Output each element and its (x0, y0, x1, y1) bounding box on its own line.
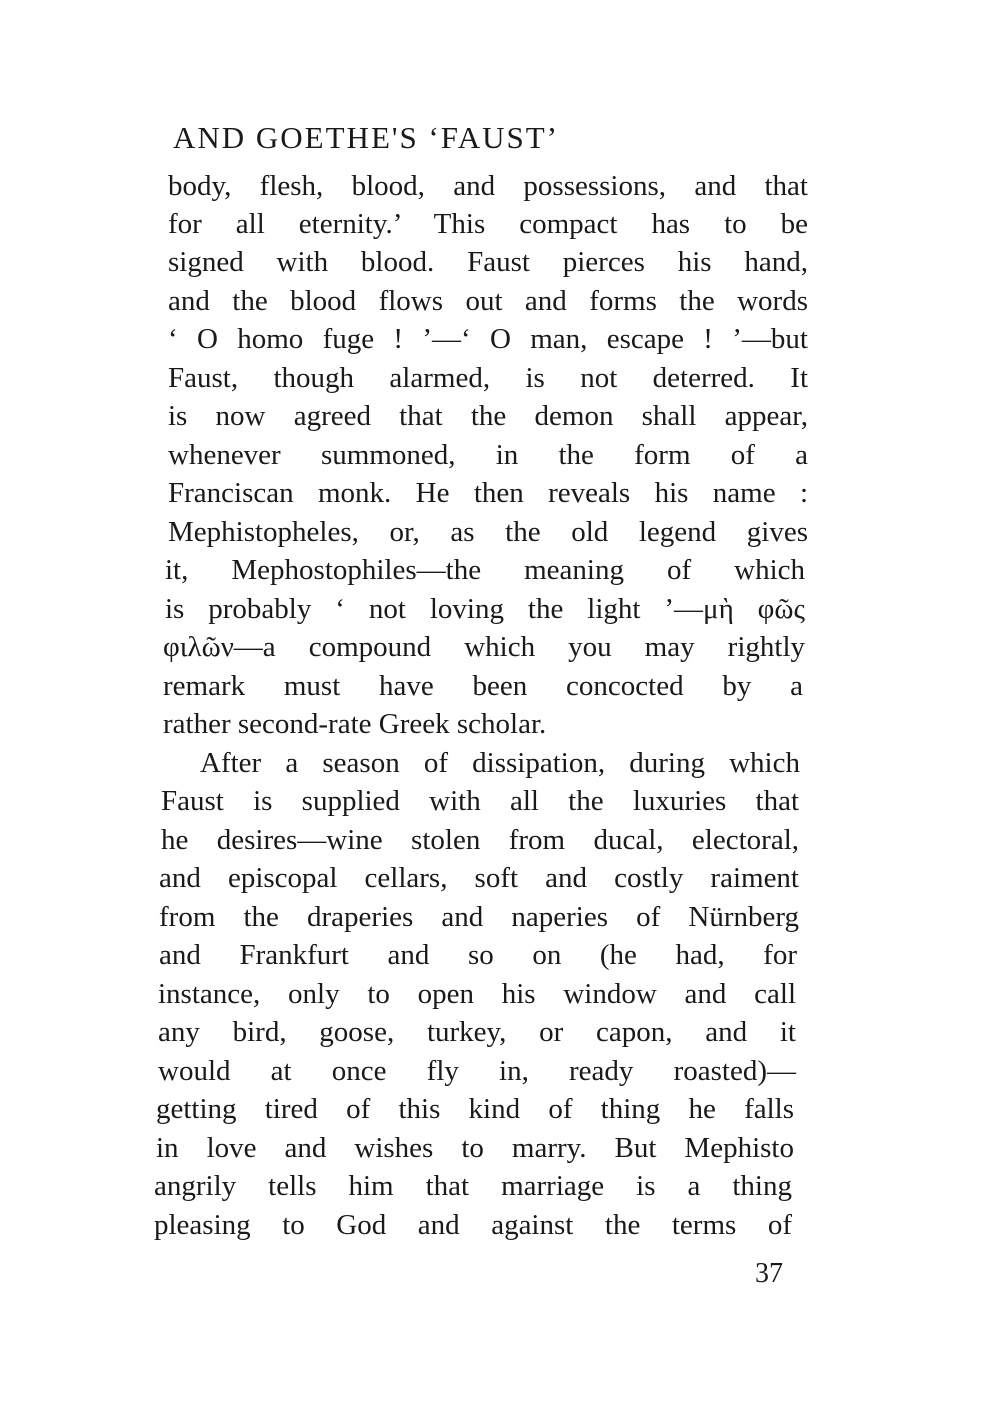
text-line: for all eternity.’ This compact has to be (168, 208, 808, 240)
text-line: and the blood flows out and forms the words (168, 285, 808, 317)
text-line: instance, only to open his window and call (158, 978, 796, 1010)
text-line: he desires—wine stolen from ducal, electoral, (161, 824, 799, 856)
text-line: After a season of dissipation, during which (200, 747, 800, 779)
text-line: pleasing to God and against the terms of (154, 1209, 792, 1241)
text-line: from the draperies and naperies of Nürnberg (159, 901, 799, 933)
text-line: Faust, though alarmed, is not deterred. It (168, 362, 808, 394)
text-line: Faust is supplied with all the luxuries that (161, 785, 799, 817)
text-line: φιλῶν—a compound which you may rightly (163, 631, 805, 663)
text-line: any bird, goose, turkey, or capon, and it (158, 1016, 796, 1048)
text-line: would at once fly in, ready roasted)— (158, 1055, 796, 1087)
running-head: AND GOETHE'S ‘FAUST’ (173, 120, 559, 155)
text-line: in love and wishes to marry. But Mephisto (156, 1132, 794, 1164)
text-line: body, flesh, blood, and possessions, and that (168, 170, 808, 202)
text-line: is now agreed that the demon shall appear, (168, 400, 808, 432)
text-line: whenever summoned, in the form of a (168, 439, 808, 471)
text-line: getting tired of this kind of thing he falls (156, 1093, 794, 1125)
text-line: and episcopal cellars, soft and costly raiment (159, 862, 799, 894)
text-line: signed with blood. Faust pierces his hand, (168, 246, 808, 278)
text-line: Mephistopheles, or, as the old legend gives (168, 516, 808, 548)
text-line: is probably ‘ not loving the light ’—μὴ φῶς (165, 593, 805, 625)
text-line: angrily tells him that marriage is a thing (154, 1170, 792, 1202)
text-line: ‘ O homo fuge ! ’—‘ O man, escape ! ’—but (168, 323, 808, 355)
text-line: rather second-rate Greek scholar. (163, 708, 547, 740)
text-line: it, Mephostophiles—the meaning of which (165, 554, 805, 586)
text-line: Franciscan monk. He then reveals his name : (168, 477, 808, 509)
page-number: 37 (755, 1258, 783, 1289)
text-line: and Frankfurt and so on (he had, for (159, 939, 797, 971)
text-line: remark must have been concocted by a (163, 670, 803, 702)
